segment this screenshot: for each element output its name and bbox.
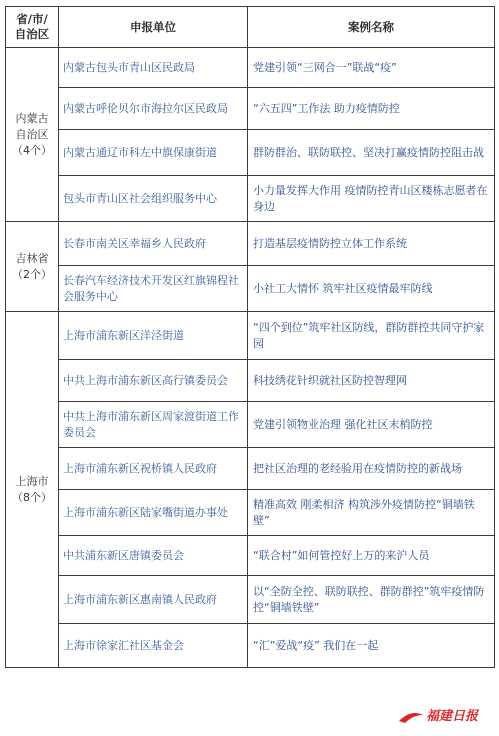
table-body	[6, 48, 495, 668]
case-list-sheet	[5, 6, 494, 668]
unit-cell: 上海市徐家汇社区基金会	[59, 624, 248, 668]
unit-cell: 上海市浦东新区陆家嘴街道办事处	[59, 490, 248, 536]
unit-cell: 上海市浦东新区惠南镇人民政府	[59, 576, 248, 624]
region-name: 吉林省	[15, 251, 49, 265]
table-row	[6, 448, 495, 490]
case-cell: 打造基层疫情防控立体工作系统	[248, 222, 495, 266]
case-cell: 以“全防全控、联防联控、群防群控”筑牢疫情防控“铜墙铁壁”	[248, 576, 495, 624]
header-unit: 申报单位	[59, 7, 248, 48]
table-row	[6, 402, 495, 448]
case-cell: 精准高效 刚柔相济 构筑涉外疫情防控“铜墙铁壁”	[248, 490, 495, 536]
case-cell: 把社区治理的老经验用在疫情防控的新战场	[248, 448, 495, 490]
region-name: 上海市	[15, 474, 49, 488]
table-row	[6, 222, 495, 266]
unit-cell: 内蒙古通辽市科左中旗保康街道	[59, 130, 248, 176]
unit-cell: 内蒙古呼伦贝尔市海拉尔区民政局	[59, 88, 248, 130]
unit-cell: 长春市南关区幸福乡人民政府	[59, 222, 248, 266]
case-cell: 科技绣花针织就社区防控智理网	[248, 360, 495, 402]
table-row	[6, 490, 495, 536]
table-row	[6, 88, 495, 130]
unit-cell: 中共浦东新区唐镇委员会	[59, 536, 248, 576]
case-cell: 群防群治、联防联控、坚决打赢疫情防控阻击战	[248, 130, 495, 176]
region-count: （2个）	[12, 267, 52, 281]
case-cell: “汇”爱战“疫” 我们在一起	[248, 624, 495, 668]
table-row	[6, 266, 495, 312]
table-row	[6, 536, 495, 576]
table-row	[6, 48, 495, 88]
unit-cell: 长春汽车经济技术开发区红旗锦程社会服务中心	[59, 266, 248, 312]
table-row	[6, 360, 495, 402]
watermark-text: 福建日报	[426, 709, 479, 724]
case-cell: “联合村”如何管控好上万的来沪人员	[248, 536, 495, 576]
region-cell	[6, 312, 59, 668]
fujian-daily-watermark-logo	[397, 704, 481, 726]
table-row	[6, 176, 495, 222]
case-table	[5, 6, 495, 668]
unit-cell: 中共上海市浦东新区周家渡街道工作委员会	[59, 402, 248, 448]
header-row	[6, 7, 495, 48]
region-cell	[6, 48, 59, 222]
unit-cell: 上海市浦东新区洋泾街道	[59, 312, 248, 360]
unit-cell: 上海市浦东新区祝桥镇人民政府	[59, 448, 248, 490]
case-cell: 党建引领“三网合一”联战“疫”	[248, 48, 495, 88]
table-row	[6, 576, 495, 624]
unit-cell: 中共上海市浦东新区高行镇委员会	[59, 360, 248, 402]
region-cell	[6, 222, 59, 312]
region-count: （4个）	[12, 143, 52, 157]
region-name: 内蒙古自治区	[15, 111, 49, 141]
case-cell: 党建引领物业治理 强化社区末梢防控	[248, 402, 495, 448]
region-count: （8个）	[12, 490, 52, 504]
header-region: 省/市/自治区	[6, 7, 59, 48]
table-row	[6, 130, 495, 176]
watermark-swoosh	[399, 713, 423, 723]
header-case: 案例名称	[248, 7, 495, 48]
unit-cell: 包头市青山区社会组织服务中心	[59, 176, 248, 222]
case-cell: 小力量发挥大作用 疫情防控青山区楼栋志愿者在身边	[248, 176, 495, 222]
case-cell: “四个到位”筑牢社区防线，群防群控共同守护家园	[248, 312, 495, 360]
case-cell: “六五四”工作法 助力疫情防控	[248, 88, 495, 130]
table-row	[6, 624, 495, 668]
table-row	[6, 312, 495, 360]
case-cell: 小社工大情怀 筑牢社区疫情最牢防线	[248, 266, 495, 312]
unit-cell: 内蒙古包头市青山区民政局	[59, 48, 248, 88]
